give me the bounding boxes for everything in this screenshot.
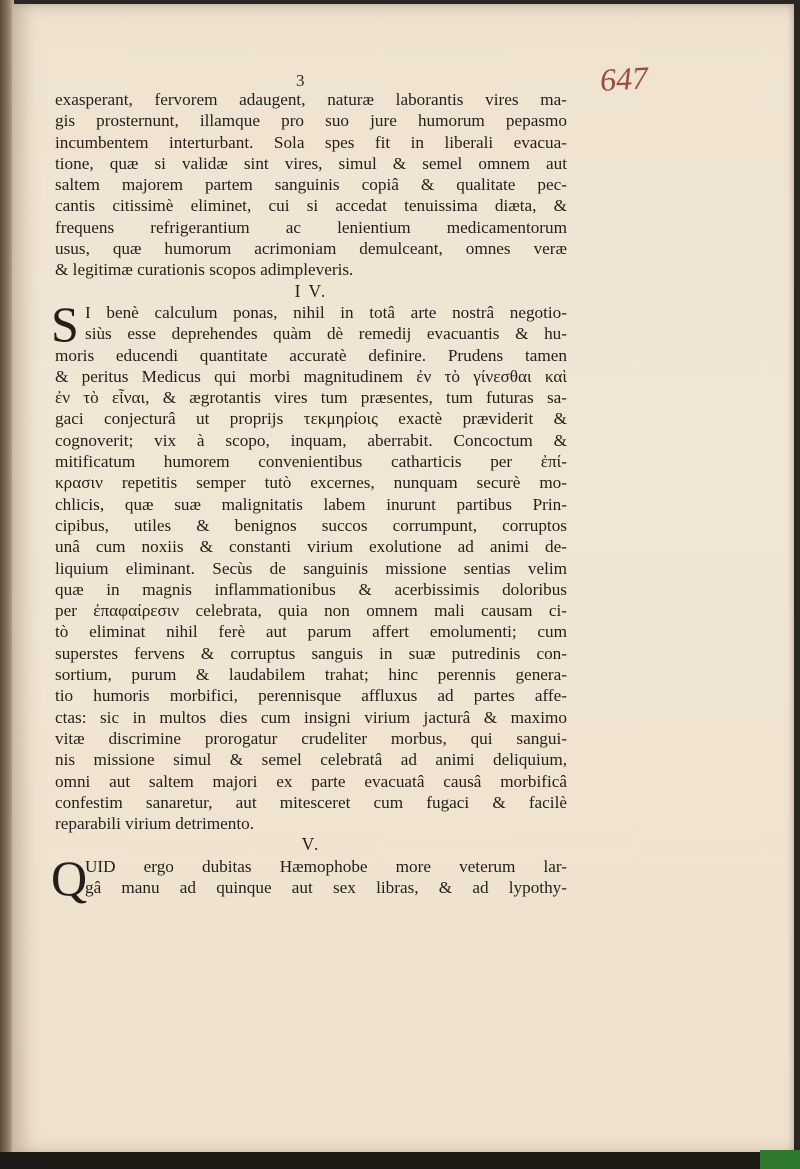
text-line: omni aut saltem majori ex parte evacuatâ causâ morbificâ — [55, 771, 567, 791]
drop-cap-s: S — [51, 295, 79, 352]
text-line: exasperant, fervorem adaugent, naturæ laborantis vires ma- — [55, 90, 567, 109]
text-line: quæ in magnis inflammationibus & acerbissimis doloribus — [55, 579, 567, 599]
text-line: unâ cum noxiis & constanti virium exolutione ad animi de- — [55, 537, 567, 557]
text-line: usus, quæ humorum acrimoniam demulceant, omnes veræ — [55, 239, 567, 259]
text-line: ἐν τὸ εἶναι, & ægrotantis vires tum præsentes, tum futuras sa- — [55, 388, 567, 408]
text-line: cipibus, utiles & benignos succos corrumpunt, corruptos — [55, 515, 567, 535]
text-line: mitificatum humorem convenientibus catharticis per ἐπί- — [55, 452, 567, 472]
text-line: gâ manu ad quinque aut sex libras, & ad lypothy- — [85, 877, 567, 897]
text-line: chlicis, quæ suæ malignitatis labem inurunt partibus Prin- — [55, 494, 567, 514]
text-line: tò eliminat nihil ferè aut parum affert emolumenti; cum — [55, 622, 567, 642]
text-line: cantis citissimè eliminet, cui si accedat tenuissima diæta, & — [55, 196, 567, 216]
text-line: tio humoris morbifici, perennisque affluxus ad partes affe- — [55, 686, 567, 706]
section-heading-iv: I V. — [294, 280, 328, 301]
text-line: per ἐπαφαίρεσιν celebrata, quia non omnem mali causam ci- — [55, 601, 567, 621]
text-line: siùs esse deprehendes quàm dè remedij evacuantis & hu- — [85, 324, 567, 344]
text-line: sortium, purum & laudabilem trahat; hinc perennis genera- — [55, 665, 567, 685]
text-line: liquium eliminant. Secùs de sanguinis missione sentias velim — [55, 558, 567, 578]
text-line: nis missione simul & semel celebratâ ad animi deliquium, — [55, 750, 567, 770]
text-line: vitæ discrimine prorogatur crudeliter morbus, qui sangui- — [55, 728, 567, 748]
text-line: saltem majorem partem sanguinis copiâ & qualitate pec- — [55, 175, 567, 195]
text-line-content: UID ergo dubitas Hæmophobe more veterum lar- — [85, 856, 567, 876]
folio-number: 647 — [599, 59, 649, 98]
text-line: confestim sanaretur, aut mitesceret cum fugaci & facilè — [55, 792, 567, 812]
signature-mark: 3 — [296, 71, 305, 90]
drop-cap-q: Q — [51, 849, 88, 906]
text-line: & legitimæ curationis scopos adimpleveris. — [55, 260, 354, 280]
text-line-content: I benè calculum ponas, nihil in totâ arte nostrâ negotio- — [85, 302, 567, 322]
text-line: & peritus Medicus qui morbi magnitudinem ἐν τὸ γίνεσθαι καὶ — [55, 366, 567, 386]
text-line: tione, quæ si validæ sint vires, simul & semel omnem aut — [55, 153, 567, 173]
text-line: moris educendi quantitate accuratè definire. Prudens tamen — [55, 345, 567, 365]
text-line: gis prosternunt, illamque pro suo jure humorum pepasmo — [55, 111, 567, 131]
text-line: incumbentem interturbant. Sola spes fit in liberali evacua- — [55, 132, 567, 152]
text-line: κρασιν repetitis semper tutò excernes, nunquam securè mo- — [55, 473, 567, 493]
body-text — [51, 89, 567, 906]
text-line: cognoverit; vix à scopo, inquam, aberrabit. Concoctum & — [55, 430, 567, 450]
text-line: ctas: sic in multos dies cum insigni virium jacturâ & maximo — [55, 707, 567, 727]
text-line: gaci conjecturâ ut proprijs τεκμηρίοις exactè præviderit & — [55, 409, 567, 429]
section-heading-v: V. — [301, 834, 321, 855]
scanner-bottom-edge — [0, 1152, 800, 1169]
text-line: frequens refrigerantium ac lenientium medicamentorum — [55, 217, 567, 237]
color-reference-tab — [760, 1150, 800, 1169]
text-line: reparabili virium detrimento. — [55, 814, 255, 834]
text-line: superstes fervens & corruptus sanguis in suæ putredinis con- — [55, 643, 567, 663]
